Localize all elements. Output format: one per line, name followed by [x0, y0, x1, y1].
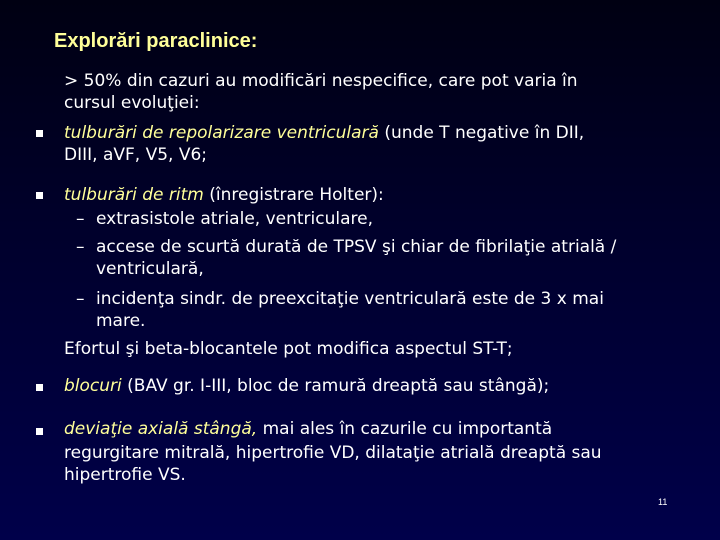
bullet-4-line-2: regurgitare mitrală, hipertrofie VD, dilataţie atrială dreaptă sau [64, 443, 602, 463]
intro-line-2: cursul evoluţiei: [64, 93, 200, 113]
subitem-2-line-1: accese de scurtă durată de TPSV şi chiar de fibrilaţie atrială / [96, 237, 617, 257]
bullet-1-line-2: DIII, aVF, V5, V6; [64, 145, 207, 165]
bullet-square-icon [36, 130, 43, 137]
slide-title: Explorări paraclinice: [54, 30, 258, 52]
subitem-3-line-2: mare. [96, 311, 146, 331]
bullet-2-line-1: tulburări de ritm (înregistrare Holter): [64, 185, 384, 205]
note-line: Efortul şi beta-blocantele pot modifica aspectul ST-T; [64, 339, 513, 359]
dash-marker: – [76, 237, 85, 257]
page-number: 11 [658, 497, 668, 507]
greater-than-symbol: > [64, 71, 79, 91]
subitem-1: extrasistole atriale, ventriculare, [96, 209, 373, 229]
bullet-4-line-3: hipertrofie VS. [64, 465, 186, 485]
intro-line-1: > 50% din cazuri au modificări nespecifice, care pot varia în [64, 71, 578, 91]
subitem-2-line-2: ventriculară, [96, 259, 204, 279]
bullet-4-line-1: deviaţie axială stângă, mai ales în cazurile cu importantă [64, 419, 553, 439]
bullet-3-line-1: blocuri (BAV gr. I-III, bloc de ramură dreaptă sau stângă); [64, 376, 550, 396]
subitem-3-line-1: incidenţa sindr. de preexcitaţie ventriculară este de 3 x mai [96, 289, 604, 309]
bullet-1-line-1: tulburări de repolarizare ventriculară (unde T negative în DII, [64, 123, 585, 143]
bullet-square-icon [36, 428, 43, 435]
dash-marker: – [76, 289, 85, 309]
dash-marker: – [76, 209, 85, 229]
bullet-square-icon [36, 192, 43, 199]
bullet-square-icon [36, 384, 43, 391]
